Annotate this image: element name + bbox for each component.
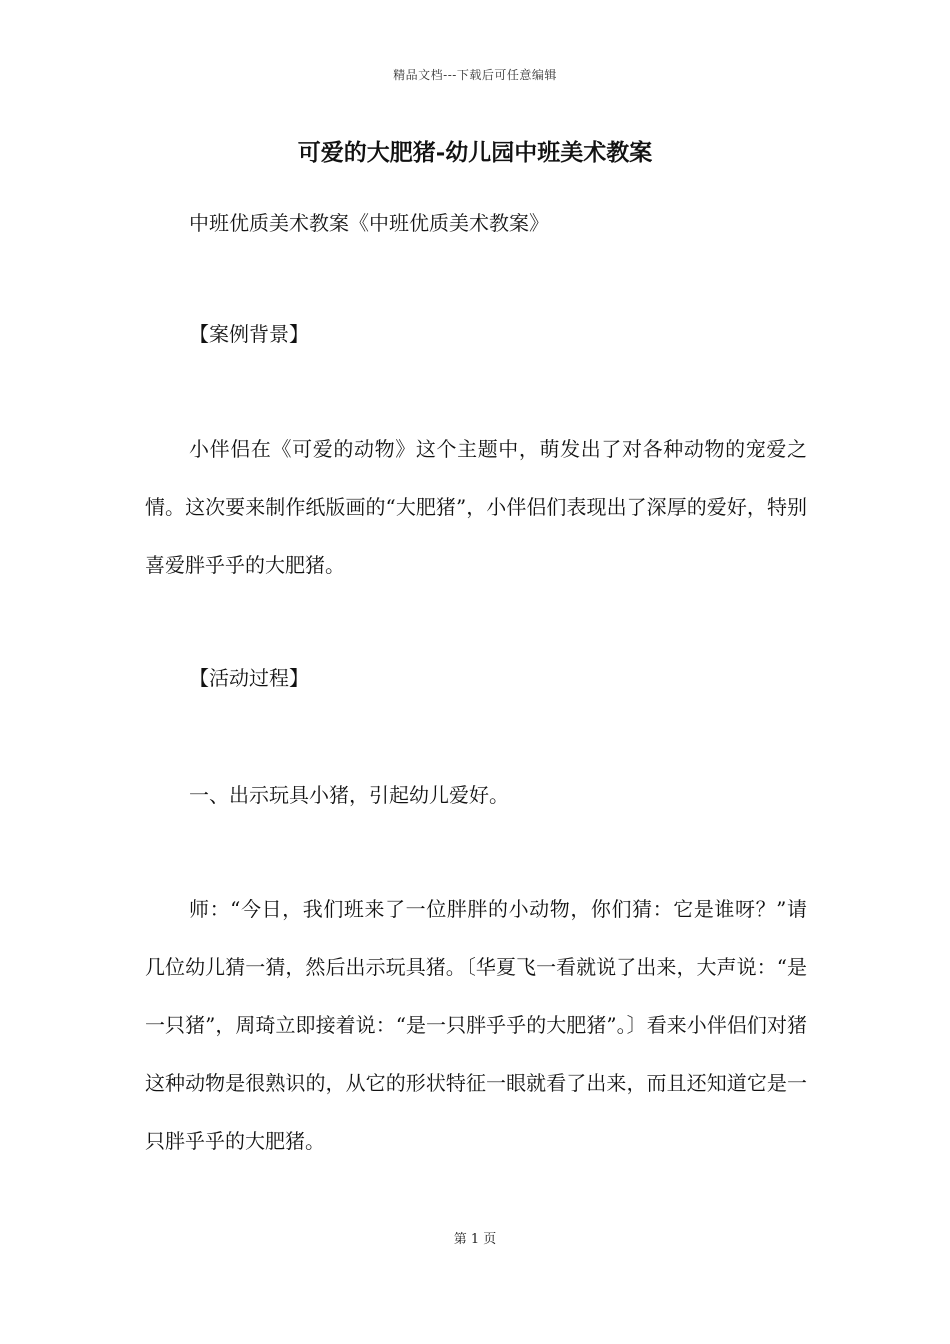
background-paragraph: 小伴侣在《可爱的动物》这个主题中，萌发出了对各种动物的宠爱之情。这次要来制作纸版画的“大肥猪”，小伴侣们表现出了深厚的爱好，特别喜爱胖乎乎的大肥猪。 bbox=[145, 437, 807, 577]
teacher-dialogue-paragraph: 师：“今日，我们班来了一位胖胖的小动物，你们猜：它是谁呀？”请几位幼儿猜一猜，然后出示玩具猪。〔华夏飞一看就说了出来，大声说：“是一只猪”，周琦立即接着说：“是一只胖乎乎的大肥猪”。〕看来小伴侣们对猪这种动物是很熟识的，从它的形状特征一眼就看了出来，而且还知道它是一只胖乎乎的大肥猪。 bbox=[145, 897, 807, 1153]
subtitle-paragraph: 中班优质美术教案《中班优质美术教案》 bbox=[189, 211, 549, 235]
section-heading-background: 【案例背景】 bbox=[189, 322, 309, 346]
document-title: 可爱的大肥猪-幼儿园中班美术教案 bbox=[297, 139, 653, 166]
section-heading-process: 【活动过程】 bbox=[189, 666, 309, 690]
step-one-paragraph: 一、出示玩具小猪，引起幼儿爱好。 bbox=[189, 783, 509, 807]
page-header: 精品文档---下载后可任意编辑 bbox=[393, 68, 557, 82]
page-number: 第 1 页 bbox=[453, 1232, 497, 1247]
